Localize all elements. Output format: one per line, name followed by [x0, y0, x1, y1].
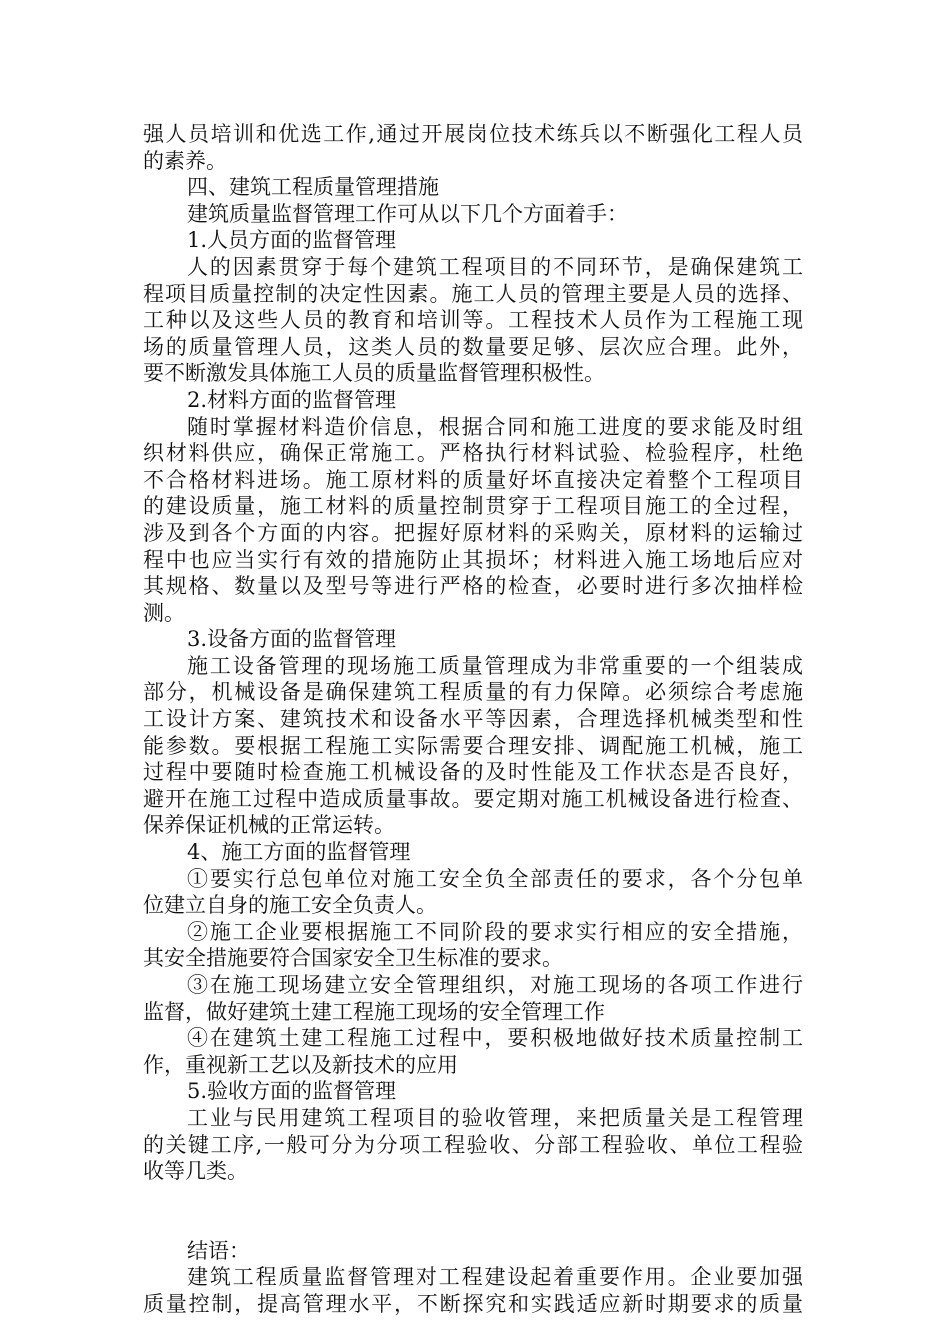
text-line: 过程中要随时检查施工机械设备的及时性能及工作状态是否良好， [143, 760, 803, 785]
text-line: 程项目质量控制的决定性因素。施工人员的管理主要是人员的选择、 [143, 281, 803, 306]
text-line: 工业与民用建筑工程项目的验收管理，来把质量关是工程管理 [187, 1105, 803, 1130]
text-line: 不合格材料进场。施工原材料的质量好坏直接决定着整个工程项目 [143, 467, 803, 492]
text-line: ④在建筑土建工程施工过程中，要积极地做好技术质量控制工 [187, 1026, 803, 1051]
text-line: 位建立自身的施工安全负责人。 [143, 893, 437, 918]
text-line: 四、建筑工程质量管理措施 [187, 175, 439, 200]
text-line: 要不断激发具体施工人员的质量监督管理积极性。 [143, 361, 605, 386]
text-line: 保养保证机械的正常运转。 [143, 813, 395, 838]
text-line: 收等几类。 [143, 1159, 248, 1184]
text-line: 部分，机械设备是确保建筑工程质量的有力保障。必须综合考虑施 [143, 680, 803, 705]
blank-line [143, 1185, 803, 1238]
text-line: 人的因素贯穿于每个建筑工程项目的不同环节，是确保建筑工 [187, 254, 803, 279]
text-line: 场的质量管理人员，这类人员的数量要足够、层次应合理。此外， [143, 334, 803, 359]
text-line: 3.设备方面的监督管理 [187, 627, 397, 652]
text-line: 5.验收方面的监督管理 [187, 1079, 397, 1104]
text-line: ①要实行总包单位对施工安全负全部责任的要求，各个分包单 [187, 866, 803, 891]
document-page [143, 121, 803, 1318]
text-line: 质量控制，提高管理水平，不断探究和实践适应新时期要求的质量 [143, 1291, 803, 1316]
text-line: 2.材料方面的监督管理 [187, 387, 397, 412]
text-line: 避开在施工过程中造成质量事故。要定期对施工机械设备进行检查、 [143, 786, 803, 811]
text-line: 强人员培训和优选工作,通过开展岗位技术练兵以不断强化工程人员 [143, 122, 803, 146]
text-line: 工设计方案、建筑技术和设备水平等因素，合理选择机械类型和性 [143, 707, 803, 732]
text-line: 监督，做好建筑土建工程施工现场的安全管理工作 [143, 999, 605, 1024]
text-line: 4、施工方面的监督管理 [187, 840, 411, 865]
text-line: 随时掌握材料造价信息，根据合同和施工进度的要求能及时组 [187, 414, 803, 439]
text-line: 建筑工程质量监督管理对工程建设起着重要作用。企业要加强 [187, 1265, 803, 1290]
text-line: ②施工企业要根据施工不同阶段的要求实行相应的安全措施， [187, 919, 803, 944]
text-line: 工种以及这些人员的教育和培训等。工程技术人员作为工程施工现 [143, 308, 803, 333]
text-line: 作，重视新工艺以及新技术的应用 [143, 1052, 458, 1077]
text-line: 的素养。 [143, 148, 227, 173]
text-line: 织材料供应，确保正常施工。严格执行材料试验、检验程序，杜绝 [143, 441, 803, 466]
text-line: ③在施工现场建立安全管理组织，对施工现场的各项工作进行 [187, 973, 803, 997]
text-line: 能参数。要根据工程施工实际需要合理安排、调配施工机械，施工 [143, 733, 803, 758]
text-line: 其规格、数量以及型号等进行严格的检查，必要时进行多次抽样检 [143, 574, 803, 599]
text-line: 其安全措施要符合国家安全卫生标准的要求。 [143, 946, 563, 971]
text-line: 程中也应当实行有效的措施防止其损坏；材料进入施工场地后应对 [143, 547, 803, 572]
text-line: 涉及到各个方面的内容。把握好原材料的采购关，原材料的运输过 [143, 520, 803, 545]
text-line: 结语： [187, 1238, 250, 1263]
text-line: 的关键工序,一般可分为分项工程验收、分部工程验收、单位工程验 [143, 1132, 803, 1157]
text-line: 施工设备管理的现场施工质量管理成为非常重要的一个组装成 [187, 653, 803, 678]
text-line: 建筑质量监督管理工作可从以下几个方面着手： [187, 201, 628, 226]
text-line: 1.人员方面的监督管理 [187, 228, 397, 253]
text-line: 测。 [143, 600, 185, 625]
text-line: 的建设质量，施工材料的质量控制贯穿于工程项目施工的全过程， [143, 494, 803, 519]
